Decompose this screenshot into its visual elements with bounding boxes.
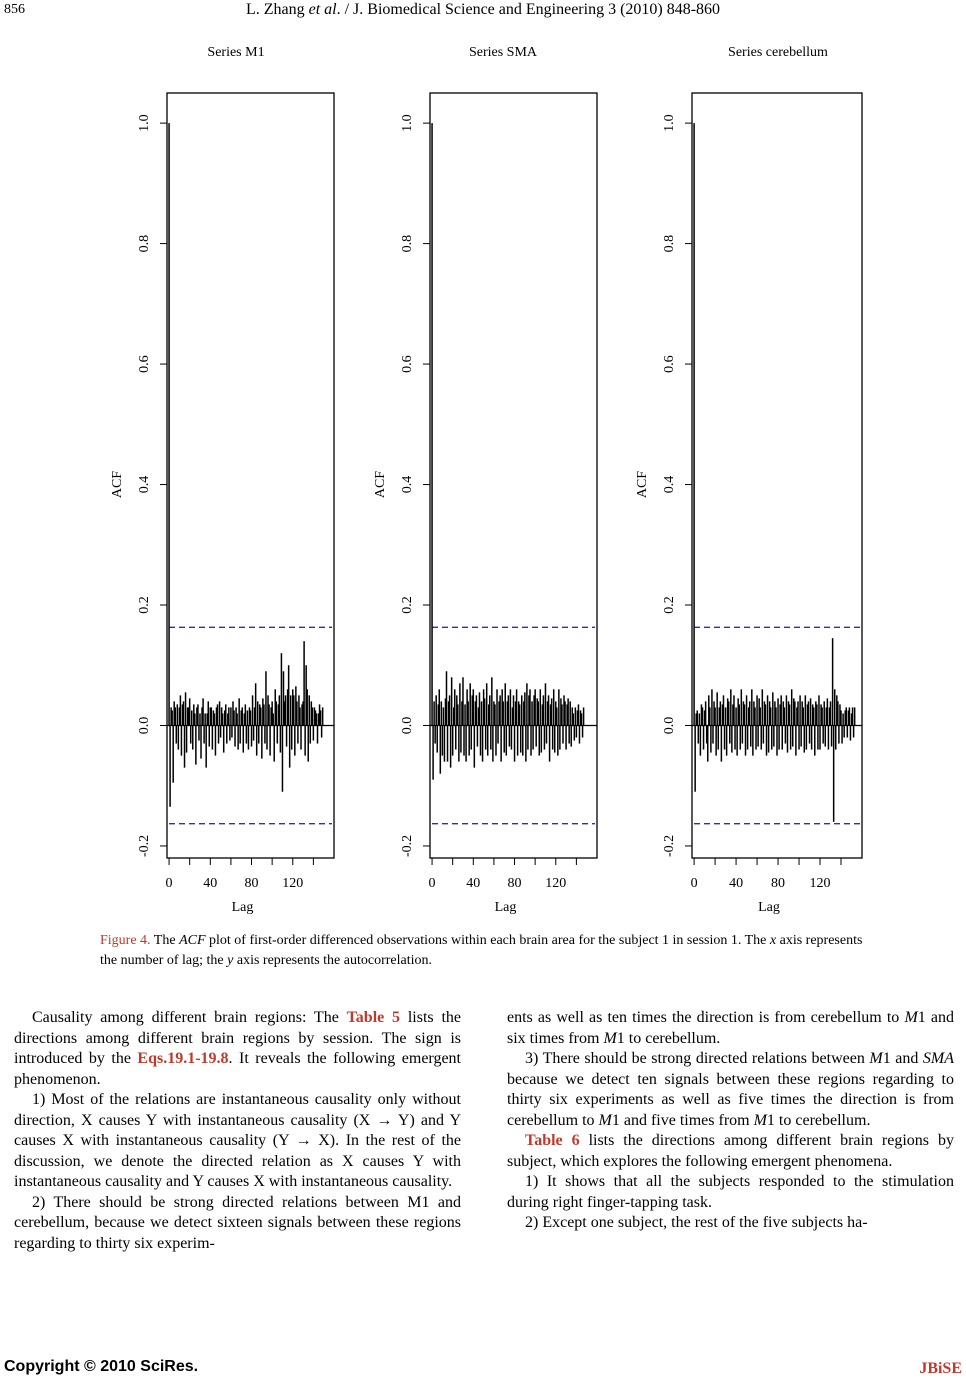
x-tick-label: 0 xyxy=(165,876,173,891)
y-axis-label: ACF xyxy=(635,470,650,499)
y-tick-label: 0.2 xyxy=(400,596,415,614)
x-tick-label: 40 xyxy=(203,876,218,891)
x-axis-label: Lag xyxy=(494,900,517,915)
figure-caption: Figure 4. The ACF plot of first-order differenced observations within each brain area for the subject 1 in session 1. The x axis represents the number of lag; the y axis represents the autocorrelation. xyxy=(100,933,863,968)
chart-title: Series cerebellum xyxy=(728,45,828,60)
right-column xyxy=(507,1008,954,1234)
eqs-link[interactable]: Eqs.19.1-19.8 xyxy=(137,1050,229,1067)
x-tick-label: 120 xyxy=(282,876,304,891)
chart-title: Series M1 xyxy=(207,45,265,60)
y-tick-label: 0.2 xyxy=(662,596,677,614)
y-tick-label: 0.8 xyxy=(662,234,677,253)
paragraph: Causality among different brain regions: The Table 5 lists the directions among different brain regions by session. The sign is introduced by the Eqs.19.1-19.8. It reveals the following emergent phenomenon. xyxy=(14,1009,462,1088)
x-tick-label: 80 xyxy=(507,876,522,891)
y-tick-label: 1.0 xyxy=(662,114,677,132)
paragraph: Table 6 lists the directions among different brain regions by subject, which explores the following emergent phenomena. xyxy=(507,1132,954,1170)
y-tick-label: -0.2 xyxy=(137,834,152,858)
page-number: 856 xyxy=(4,2,25,17)
y-tick-label: 1.0 xyxy=(400,114,415,132)
x-tick-label: 80 xyxy=(244,876,259,891)
y-tick-label: -0.2 xyxy=(400,834,415,858)
y-tick-label: 0.6 xyxy=(137,355,152,373)
y-tick-label: 1.0 xyxy=(137,114,152,132)
y-tick-label: 0.6 xyxy=(662,355,677,373)
table-5-link[interactable]: Table 5 xyxy=(346,1009,401,1026)
y-axis-label: ACF xyxy=(110,470,125,499)
x-tick-label: 120 xyxy=(809,876,831,891)
x-tick-label: 0 xyxy=(690,876,698,891)
y-axis-label: ACF xyxy=(373,470,388,499)
left-column xyxy=(14,1008,461,1254)
running-head: L. Zhang et al. / J. Biomedical Science and Engineering 3 (2010) 848-860 xyxy=(245,1,721,18)
x-tick-label: 0 xyxy=(428,876,436,891)
paragraph: ents as well as ten times the direction is from cerebellum to M1 and six times from M1 to cerebellum. xyxy=(507,1009,954,1047)
y-tick-label: 0.4 xyxy=(137,475,152,494)
y-tick-label: 0.0 xyxy=(400,716,415,735)
paragraph: 1) Most of the relations are instantaneous causality only without direction, X causes Y with instantaneous causality (X → Y) and Y causes X with instantaneous causality (Y → X). In the rest of the discussion, we denote the directed relation as X causes Y with instantaneous causality and Y causes X with instantaneous causality. xyxy=(14,1091,461,1190)
y-tick-label: 0.4 xyxy=(662,475,677,494)
y-tick-label: 0.6 xyxy=(400,355,415,373)
y-tick-label: 0.0 xyxy=(137,716,152,735)
x-axis-label: Lag xyxy=(231,900,254,915)
chart-title: Series SMA xyxy=(468,45,538,60)
figure-label: Figure 4. xyxy=(100,933,151,948)
y-tick-label: -0.2 xyxy=(662,834,677,858)
paragraph: 3) There should be strong directed relations between M1 and SMA because we detect ten signals between these regions regarding to thirty six experiments as well as five times the direction is from cerebellum to M1 and five times from M1 to cerebellum. xyxy=(507,1050,954,1129)
x-tick-label: 80 xyxy=(771,876,786,891)
x-tick-label: 120 xyxy=(545,876,567,891)
journal-name: JBiSE xyxy=(919,1360,962,1377)
copyright: Copyright © 2010 SciRes. xyxy=(4,1358,199,1375)
y-tick-label: 0.0 xyxy=(662,716,677,735)
y-tick-label: 0.8 xyxy=(137,234,152,253)
table-6-link[interactable]: Table 6 xyxy=(525,1132,580,1149)
y-tick-label: 0.2 xyxy=(137,596,152,614)
paragraph: 2) There should be strong directed relations between M1 and cerebellum, because we detect sixteen signals between these regions regarding to thirty six experim- xyxy=(14,1193,461,1252)
x-tick-label: 40 xyxy=(729,876,744,891)
x-axis-label: Lag xyxy=(758,900,780,915)
y-tick-label: 0.8 xyxy=(400,234,415,253)
paragraph: 1) It shows that all the subjects responded to the stimulation during right finger-tapping task. xyxy=(507,1173,954,1211)
paragraph: 2) Except one subject, the rest of the five subjects ha- xyxy=(525,1214,868,1231)
y-tick-label: 0.4 xyxy=(400,475,415,494)
x-tick-label: 40 xyxy=(466,876,481,891)
